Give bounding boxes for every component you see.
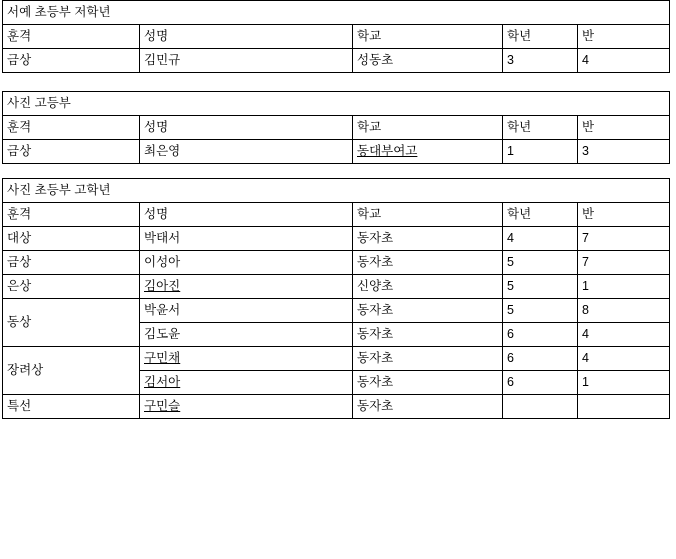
cell-grade: 금상 xyxy=(3,251,140,275)
table-row xyxy=(3,49,670,73)
cell-grade: 동상 xyxy=(3,299,140,347)
cell-name xyxy=(140,395,353,419)
cell-year: 1 xyxy=(503,140,578,164)
table-title-row xyxy=(3,92,670,116)
cell-year: 4 xyxy=(503,227,578,251)
table-title-row xyxy=(3,1,670,25)
cell-class xyxy=(578,395,670,419)
cell-class: 1 xyxy=(578,275,670,299)
cell-school: 성동초 xyxy=(353,49,503,73)
cell-name: 최은영 xyxy=(140,140,353,164)
cell-school: 동자초 xyxy=(353,227,503,251)
cell-school: 동자초 xyxy=(353,395,503,419)
column-header-class: 반 xyxy=(578,116,670,140)
cell-name-text: 김아진 xyxy=(144,278,181,293)
cell-name xyxy=(140,371,353,395)
cell-class: 7 xyxy=(578,251,670,275)
cell-name-text: 김서아 xyxy=(144,374,181,389)
column-header-year: 학년 xyxy=(503,25,578,49)
cell-school-text: 동대부여고 xyxy=(357,143,418,158)
table-title: 사진 고등부 xyxy=(3,92,670,116)
cell-school: 신양초 xyxy=(353,275,503,299)
table-row xyxy=(3,140,670,164)
column-header-name: 성명 xyxy=(140,25,353,49)
column-header-school: 학교 xyxy=(353,203,503,227)
cell-class: 4 xyxy=(578,323,670,347)
table-row xyxy=(3,299,670,323)
cell-year: 6 xyxy=(503,323,578,347)
column-header-year: 학년 xyxy=(503,116,578,140)
table-row xyxy=(3,347,670,371)
table-header-row xyxy=(3,25,670,49)
table-row xyxy=(3,275,670,299)
column-header-grade: 훈격 xyxy=(3,203,140,227)
cell-class: 8 xyxy=(578,299,670,323)
cell-class: 4 xyxy=(578,347,670,371)
column-header-name: 성명 xyxy=(140,116,353,140)
column-header-grade: 훈격 xyxy=(3,25,140,49)
cell-school: 동자초 xyxy=(353,347,503,371)
cell-name-text: 구민슬 xyxy=(144,398,181,413)
cell-school: 동자초 xyxy=(353,371,503,395)
award-table-1 xyxy=(2,0,670,73)
cell-year: 5 xyxy=(503,251,578,275)
cell-class: 4 xyxy=(578,49,670,73)
cell-grade: 특선 xyxy=(3,395,140,419)
cell-name: 박태서 xyxy=(140,227,353,251)
cell-year xyxy=(503,395,578,419)
cell-grade: 대상 xyxy=(3,227,140,251)
column-header-name: 성명 xyxy=(140,203,353,227)
cell-class: 1 xyxy=(578,371,670,395)
cell-name-text: 구민채 xyxy=(144,350,181,365)
award-table-3 xyxy=(2,178,670,419)
column-header-school: 학교 xyxy=(353,116,503,140)
column-header-class: 반 xyxy=(578,25,670,49)
cell-class: 3 xyxy=(578,140,670,164)
table-row xyxy=(3,251,670,275)
column-header-grade: 훈격 xyxy=(3,116,140,140)
table-row xyxy=(3,395,670,419)
table-spacer xyxy=(0,164,676,178)
cell-grade: 은상 xyxy=(3,275,140,299)
cell-grade: 장려상 xyxy=(3,347,140,395)
column-header-year: 학년 xyxy=(503,203,578,227)
table-title: 사진 초등부 고학년 xyxy=(3,179,670,203)
column-header-class: 반 xyxy=(578,203,670,227)
cell-school: 동자초 xyxy=(353,251,503,275)
table-header-row xyxy=(3,203,670,227)
table-row xyxy=(3,227,670,251)
cell-grade: 금상 xyxy=(3,140,140,164)
cell-school: 동자초 xyxy=(353,299,503,323)
table-title: 서예 초등부 저학년 xyxy=(3,1,670,25)
cell-year: 5 xyxy=(503,299,578,323)
cell-year: 3 xyxy=(503,49,578,73)
cell-school: 동자초 xyxy=(353,323,503,347)
table-title-row xyxy=(3,179,670,203)
column-header-school: 학교 xyxy=(353,25,503,49)
cell-name: 박윤서 xyxy=(140,299,353,323)
cell-name xyxy=(140,347,353,371)
cell-name xyxy=(140,275,353,299)
table-header-row xyxy=(3,116,670,140)
cell-class: 7 xyxy=(578,227,670,251)
cell-name: 김도윤 xyxy=(140,323,353,347)
table-spacer xyxy=(0,73,676,91)
cell-year: 6 xyxy=(503,347,578,371)
cell-name: 김민규 xyxy=(140,49,353,73)
cell-year: 5 xyxy=(503,275,578,299)
cell-grade: 금상 xyxy=(3,49,140,73)
award-table-2 xyxy=(2,91,670,164)
cell-year: 6 xyxy=(503,371,578,395)
cell-name: 이성아 xyxy=(140,251,353,275)
cell-school xyxy=(353,140,503,164)
